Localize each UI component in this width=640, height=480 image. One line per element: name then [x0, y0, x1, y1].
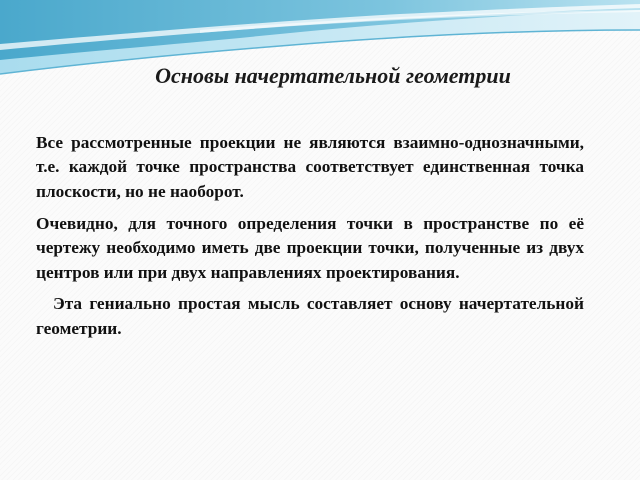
paragraph-conclusion: Эта гениально простая мысль составляет основу начертательной геометрии. [36, 294, 584, 338]
slide-body [36, 131, 584, 349]
slide-title: Основы начертательной геометрии [155, 63, 511, 88]
paragraph-two-projections: Очевидно, для точного определения точки в пространстве по её чертежу необходимо иметь две проекции точки, полученные из двух центров или при двух направлениях проектирования. [36, 213, 584, 282]
paragraph-projections: Все рассмотренные проекции не являются взаимно-однозначными, т.е. каждой точке пространства соответствует единственная точка плоскости, но не наоборот. [36, 133, 584, 201]
